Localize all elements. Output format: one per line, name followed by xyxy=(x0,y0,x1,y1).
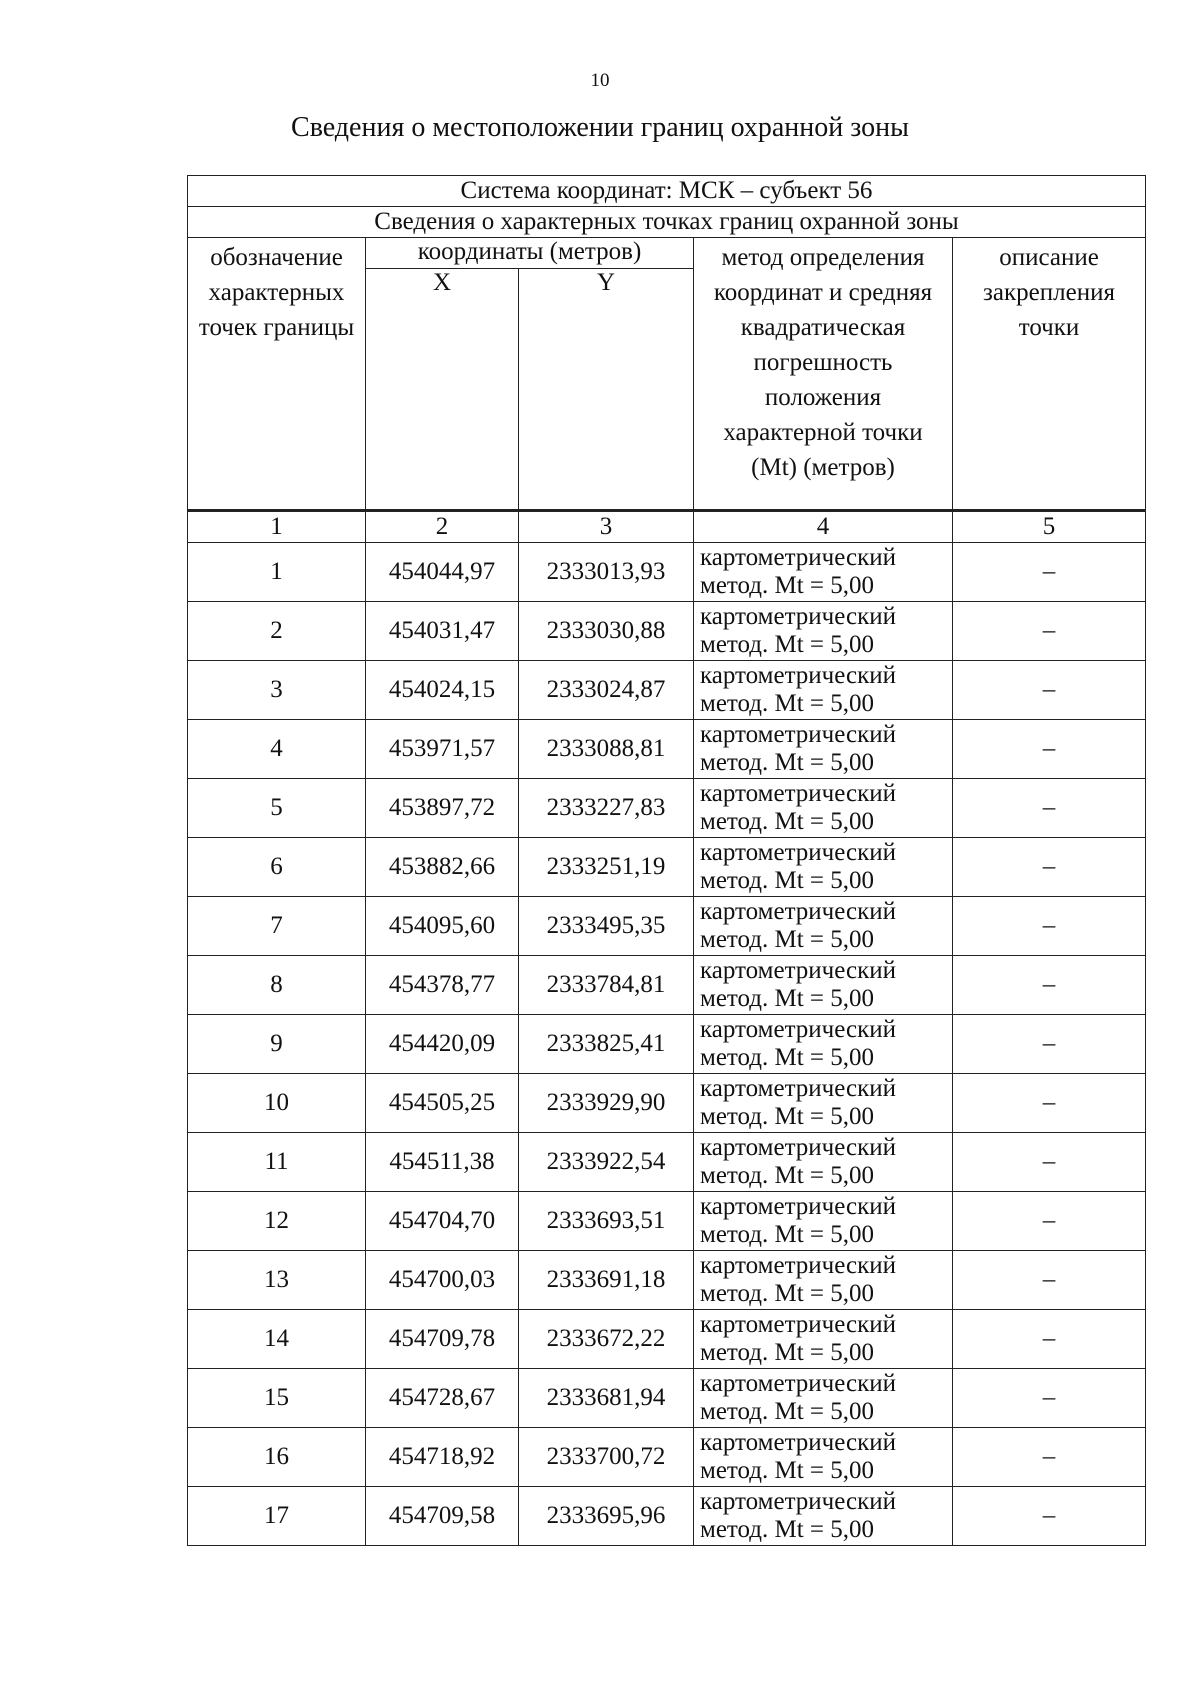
x-coordinate-cell: 454420,09 xyxy=(366,1015,519,1074)
x-coordinate-cell: 454505,25 xyxy=(366,1074,519,1133)
y-coordinate-cell: 2333922,54 xyxy=(519,1133,694,1192)
x-coordinate-cell: 454378,77 xyxy=(366,956,519,1015)
fixing-cell: – xyxy=(953,1487,1146,1546)
table-row xyxy=(188,1487,1146,1546)
x-coordinate-cell: 453897,72 xyxy=(366,779,519,838)
points-section-title: Сведения о характерных точках границ охранной зоны xyxy=(188,207,1146,238)
method-cell xyxy=(694,956,953,1015)
point-number-cell: 12 xyxy=(188,1192,366,1251)
column-number: 3 xyxy=(519,511,694,543)
method-line-2: метод. Mt = 5,00 xyxy=(700,1398,875,1425)
header-method: метод определения координат и средняя квадратическая погрешность положения характерной точки (Mt) (метров) xyxy=(694,238,953,511)
method-line-1: картометрический xyxy=(700,1016,896,1043)
x-coordinate-cell: 454511,38 xyxy=(366,1133,519,1192)
y-coordinate-cell: 2333929,90 xyxy=(519,1074,694,1133)
method-line-2: метод. Mt = 5,00 xyxy=(700,808,875,835)
method-cell xyxy=(694,1074,953,1133)
table-row xyxy=(188,720,1146,779)
method-line-2: метод. Mt = 5,00 xyxy=(700,572,875,599)
method-cell xyxy=(694,1310,953,1369)
point-number-cell: 14 xyxy=(188,1310,366,1369)
method-line-1: картометрический xyxy=(700,544,896,571)
coordinate-system-label: Система координат: МСК – субъект 56 xyxy=(188,176,1146,207)
point-number-cell: 13 xyxy=(188,1251,366,1310)
method-line-1: картометрический xyxy=(700,1075,896,1102)
table-row xyxy=(188,1428,1146,1487)
table-row xyxy=(188,543,1146,602)
table-row xyxy=(188,838,1146,897)
table-row xyxy=(188,1074,1146,1133)
fixing-cell: – xyxy=(953,1133,1146,1192)
y-coordinate-cell: 2333693,51 xyxy=(519,1192,694,1251)
page-title: Сведения о местоположении границ охранной зоны xyxy=(291,112,909,143)
method-cell xyxy=(694,1133,953,1192)
y-coordinate-cell: 2333700,72 xyxy=(519,1428,694,1487)
point-number-cell: 2 xyxy=(188,602,366,661)
fixing-cell: – xyxy=(953,1251,1146,1310)
y-coordinate-cell: 2333695,96 xyxy=(519,1487,694,1546)
method-cell xyxy=(694,602,953,661)
fixing-cell: – xyxy=(953,602,1146,661)
table-row xyxy=(188,1133,1146,1192)
method-cell xyxy=(694,1192,953,1251)
fixing-cell: – xyxy=(953,1369,1146,1428)
method-cell xyxy=(694,543,953,602)
table-row xyxy=(188,661,1146,720)
method-line-2: метод. Mt = 5,00 xyxy=(700,631,875,658)
method-line-1: картометрический xyxy=(700,662,896,689)
method-line-2: метод. Mt = 5,00 xyxy=(700,1339,875,1366)
table-row xyxy=(188,1015,1146,1074)
method-line-1: картометрический xyxy=(700,898,896,925)
method-line-2: метод. Mt = 5,00 xyxy=(700,1162,875,1189)
header-coordinates: координаты (метров) xyxy=(366,238,694,269)
fixing-cell: – xyxy=(953,1428,1146,1487)
fixing-cell: – xyxy=(953,661,1146,720)
header-y: Y xyxy=(519,269,694,511)
fixing-cell: – xyxy=(953,720,1146,779)
point-number-cell: 5 xyxy=(188,779,366,838)
point-number-cell: 11 xyxy=(188,1133,366,1192)
x-coordinate-cell: 453882,66 xyxy=(366,838,519,897)
point-number-cell: 4 xyxy=(188,720,366,779)
fixing-cell: – xyxy=(953,838,1146,897)
y-coordinate-cell: 2333495,35 xyxy=(519,897,694,956)
method-cell xyxy=(694,897,953,956)
point-number-cell: 3 xyxy=(188,661,366,720)
fixing-cell: – xyxy=(953,779,1146,838)
point-number-cell: 9 xyxy=(188,1015,366,1074)
fixing-cell: – xyxy=(953,543,1146,602)
x-coordinate-cell: 454704,70 xyxy=(366,1192,519,1251)
fixing-cell: – xyxy=(953,1074,1146,1133)
method-line-2: метод. Mt = 5,00 xyxy=(700,1044,875,1071)
column-number: 2 xyxy=(366,511,519,543)
fixing-cell: – xyxy=(953,956,1146,1015)
x-coordinate-cell: 454718,92 xyxy=(366,1428,519,1487)
method-cell xyxy=(694,1487,953,1546)
table-row xyxy=(188,1310,1146,1369)
y-coordinate-cell: 2333030,88 xyxy=(519,602,694,661)
method-line-1: картометрический xyxy=(700,957,896,984)
y-coordinate-cell: 2333013,93 xyxy=(519,543,694,602)
method-line-1: картометрический xyxy=(700,721,896,748)
x-coordinate-cell: 454728,67 xyxy=(366,1369,519,1428)
coordinates-table xyxy=(187,175,1146,1546)
table-row xyxy=(188,956,1146,1015)
method-cell xyxy=(694,1251,953,1310)
header-designation: обозначение характерных точек границы xyxy=(188,238,366,511)
fixing-cell: – xyxy=(953,1192,1146,1251)
page-number: 10 xyxy=(590,70,610,91)
method-line-2: метод. Mt = 5,00 xyxy=(700,749,875,776)
method-line-2: метод. Mt = 5,00 xyxy=(700,867,875,894)
y-coordinate-cell: 2333784,81 xyxy=(519,956,694,1015)
fixing-cell: – xyxy=(953,1310,1146,1369)
table-row xyxy=(188,897,1146,956)
method-line-2: метод. Mt = 5,00 xyxy=(700,1280,875,1307)
method-line-1: картометрический xyxy=(700,1311,896,1338)
column-number: 4 xyxy=(694,511,953,543)
fixing-cell: – xyxy=(953,897,1146,956)
table-row xyxy=(188,779,1146,838)
method-line-1: картометрический xyxy=(700,1193,896,1220)
point-number-cell: 10 xyxy=(188,1074,366,1133)
fixing-cell: – xyxy=(953,1015,1146,1074)
y-coordinate-cell: 2333672,22 xyxy=(519,1310,694,1369)
header-fixing: описание закрепления точки xyxy=(953,238,1146,511)
y-coordinate-cell: 2333681,94 xyxy=(519,1369,694,1428)
method-cell xyxy=(694,779,953,838)
column-number: 5 xyxy=(953,511,1146,543)
point-number-cell: 17 xyxy=(188,1487,366,1546)
point-number-cell: 8 xyxy=(188,956,366,1015)
method-line-1: картометрический xyxy=(700,1488,896,1515)
method-line-2: метод. Mt = 5,00 xyxy=(700,1516,875,1543)
point-number-cell: 16 xyxy=(188,1428,366,1487)
method-cell xyxy=(694,1428,953,1487)
method-cell xyxy=(694,838,953,897)
method-line-2: метод. Mt = 5,00 xyxy=(700,690,875,717)
x-coordinate-cell: 453971,57 xyxy=(366,720,519,779)
method-cell xyxy=(694,1369,953,1428)
method-line-1: картометрический xyxy=(700,603,896,630)
y-coordinate-cell: 2333227,83 xyxy=(519,779,694,838)
header-x: X xyxy=(366,269,519,511)
x-coordinate-cell: 454709,78 xyxy=(366,1310,519,1369)
y-coordinate-cell: 2333825,41 xyxy=(519,1015,694,1074)
method-line-2: метод. Mt = 5,00 xyxy=(700,1221,875,1248)
x-coordinate-cell: 454044,97 xyxy=(366,543,519,602)
x-coordinate-cell: 454709,58 xyxy=(366,1487,519,1546)
table-row xyxy=(188,1369,1146,1428)
table-row xyxy=(188,1251,1146,1310)
method-line-1: картометрический xyxy=(700,1134,896,1161)
x-coordinate-cell: 454700,03 xyxy=(366,1251,519,1310)
method-line-2: метод. Mt = 5,00 xyxy=(700,1457,875,1484)
y-coordinate-cell: 2333088,81 xyxy=(519,720,694,779)
point-number-cell: 6 xyxy=(188,838,366,897)
x-coordinate-cell: 454024,15 xyxy=(366,661,519,720)
table-row xyxy=(188,602,1146,661)
method-line-1: картометрический xyxy=(700,1429,896,1456)
point-number-cell: 1 xyxy=(188,543,366,602)
method-line-2: метод. Mt = 5,00 xyxy=(700,926,875,953)
method-line-1: картометрический xyxy=(700,839,896,866)
y-coordinate-cell: 2333691,18 xyxy=(519,1251,694,1310)
x-coordinate-cell: 454095,60 xyxy=(366,897,519,956)
y-coordinate-cell: 2333251,19 xyxy=(519,838,694,897)
point-number-cell: 7 xyxy=(188,897,366,956)
column-number: 1 xyxy=(188,511,366,543)
method-cell xyxy=(694,1015,953,1074)
method-cell xyxy=(694,661,953,720)
method-line-2: метод. Mt = 5,00 xyxy=(700,1103,875,1130)
point-number-cell: 15 xyxy=(188,1369,366,1428)
method-line-1: картометрический xyxy=(700,1252,896,1279)
method-cell xyxy=(694,720,953,779)
method-line-1: картометрический xyxy=(700,1370,896,1397)
y-coordinate-cell: 2333024,87 xyxy=(519,661,694,720)
method-line-1: картометрический xyxy=(700,780,896,807)
table-row xyxy=(188,1192,1146,1251)
x-coordinate-cell: 454031,47 xyxy=(366,602,519,661)
method-line-2: метод. Mt = 5,00 xyxy=(700,985,875,1012)
